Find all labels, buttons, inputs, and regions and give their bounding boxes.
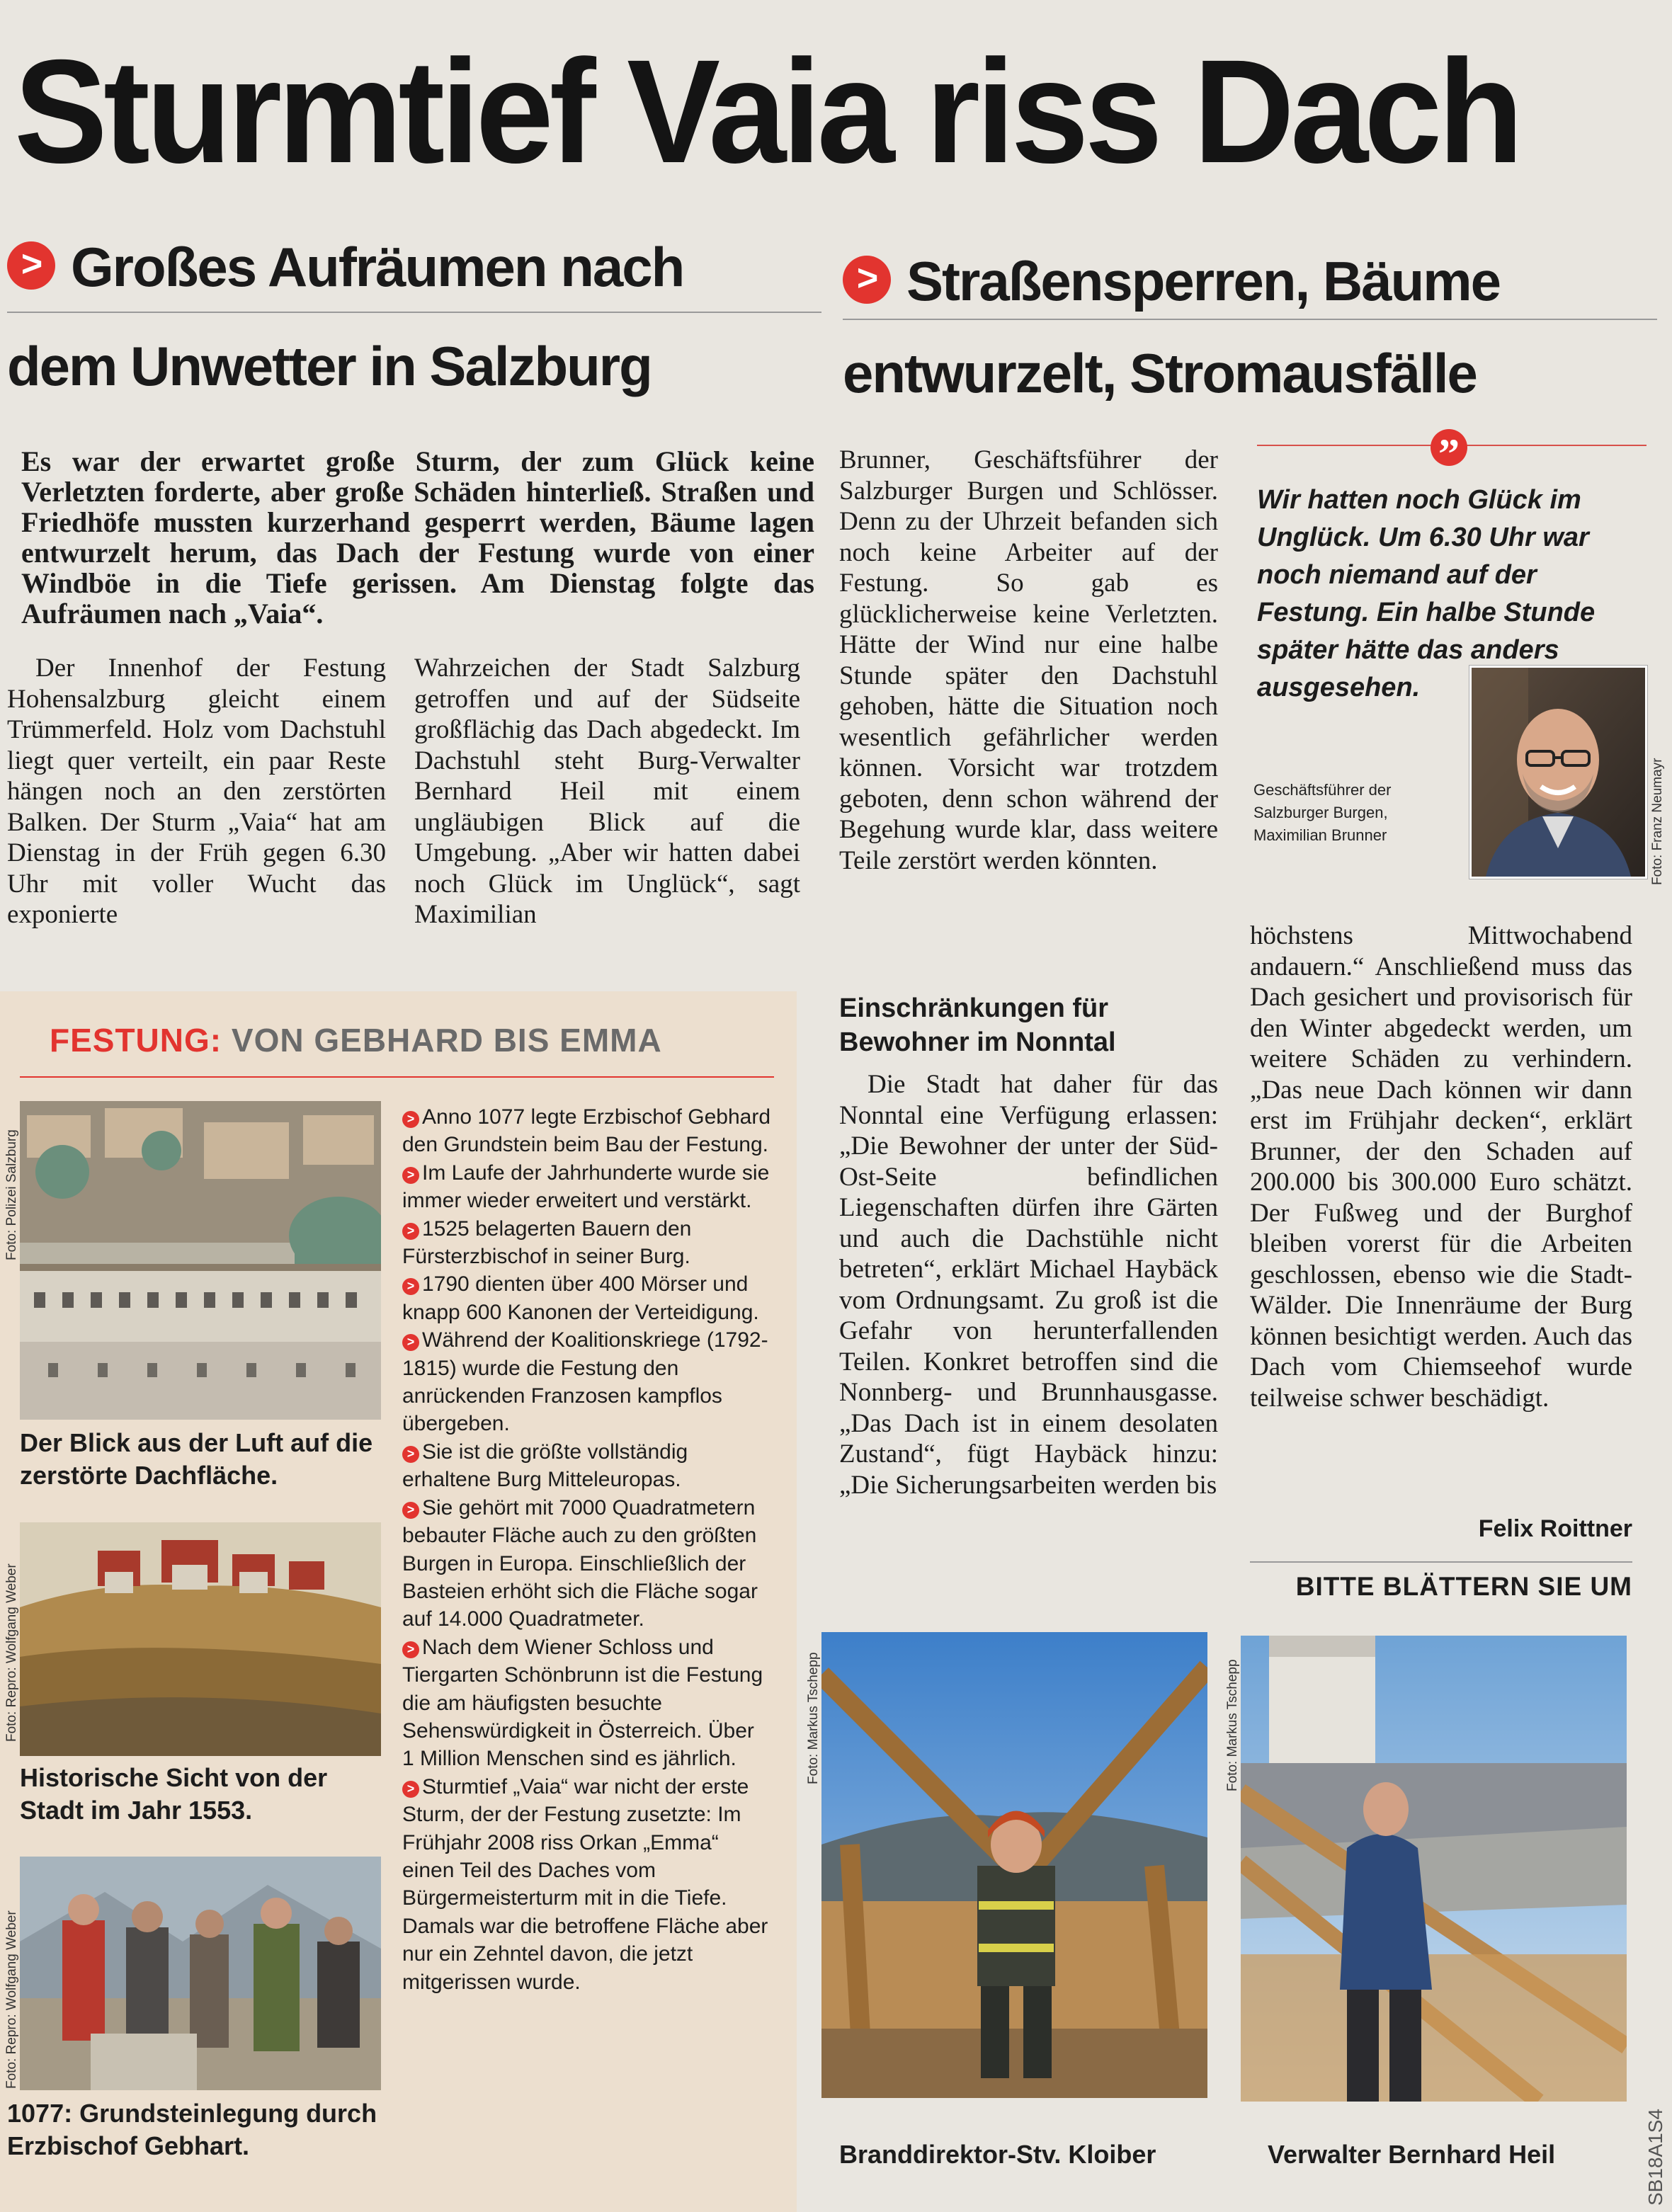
arrow-icon: >: [402, 1641, 419, 1658]
headline: Sturmtief Vaia riss Dach: [14, 30, 1520, 194]
sidebar-rule: [20, 1076, 774, 1078]
list-item: > 1525 belagerten Bauern den Fürsterzbischof in seiner Burg.: [402, 1216, 692, 1269]
article-column-2: Wahrzeichen der Stadt Salzburg getroffen und auf der Südseite großflächig das Dach abgedeckt. Im Dachstuhl steht Burg-Verwalter Bernhard Heil mit einem ungläubigen Blick auf die Umgebung. „Aber wir hatten dabei noch Glück im Unglück“, sagt Maximilian: [414, 654, 800, 929]
administrator-photo: [1241, 1636, 1627, 2102]
subhead-left-line1: > Großes Aufräumen nach: [7, 225, 683, 309]
list-item: > Sturmtief „Vaia“ war nicht der erste Sturm, der der Festung zusetzte: Im Frühjahr 2008 riss Orkan „Emma“ einen Teil des Daches vom Bürgermeisterturm mit in die Tiefe. Damals war die betroffene Fläche aber nur ein Zehntel davon, die jetzt mitgerissen wurde.: [402, 1774, 768, 1994]
photo-credit: Foto: Markus Tschepp: [806, 1652, 821, 1784]
pull-quote: Wir hatten noch Glück im Unglück. Um 6.30 Uhr war noch niemand auf der Festung. Ein halbe Stunde später hätte das anders ausgesehen.: [1257, 485, 1596, 702]
divider: [7, 312, 821, 313]
arrow-icon: >: [402, 1167, 419, 1184]
photo-caption: Der Blick aus der Luft auf die zerstörte Dachfläche.: [20, 1428, 373, 1490]
lead-paragraph: Es war der erwartet große Sturm, der zum Glück keine Verletzten forderte, aber große Schäden hinterließ. Straßen und Friedhöfe mussten kurzerhand gesperrt werden, Bäume lagen entwurzelt herum, das Dach der Festung wurde von einer Windböe in die Tiefe gerissen. Am Dienstag folgte das Aufräumen nach „Vaia“.: [21, 445, 814, 629]
list-item: > 1790 dienten über 400 Mörser und knapp 600 Kanonen der Verteidigung.: [402, 1272, 759, 1324]
arrow-icon: >: [402, 1446, 419, 1463]
continue-note: BITTE BLÄTTERN SIE UM: [1295, 1572, 1632, 1601]
subhead-right-line1: > Straßensperren, Bäume: [843, 239, 1500, 323]
photo-credit: Foto: Polizei Salzburg: [4, 1129, 19, 1260]
arrow-icon: >: [402, 1278, 419, 1295]
list-item: > Sie ist die größte vollständig erhaltene Burg Mitteleuropas.: [402, 1439, 688, 1492]
arrow-icon: >: [402, 1502, 419, 1519]
subhead-left-line2: dem Unwetter in Salzburg: [7, 335, 652, 397]
portrait-photo: [1469, 666, 1647, 879]
photo-credit: Foto: Franz Neumayr: [1650, 758, 1665, 885]
photo-caption: Branddirektor-Stv. Kloiber: [839, 2140, 1156, 2169]
list-item: > Nach dem Wiener Schloss und Tiergarten Schönbrunn ist die Festung die am häufigsten besuchte Sehenswürdigkeit in Österreich. Über 1 Million Menschen sind es jährlich.: [402, 1635, 763, 1771]
divider: [1250, 1561, 1632, 1563]
arrow-icon: >: [402, 1223, 419, 1240]
painting-photo: [20, 1857, 381, 2090]
list-item: > Sie gehört mit 7000 Quadratmetern bebauter Fläche auch zu den größten Burgen in Europa. Einschließlich der Basteien erhöht sich die Fläche sogar auf 14.000 Quadratmeter.: [402, 1495, 758, 1631]
photo-credit: Foto: Repro: Wolfgang Weber: [4, 1563, 19, 1742]
sidebar-title: FESTUNG: VON GEBHARD BIS EMMA: [50, 1022, 662, 1059]
sidebar-facts: [402, 1103, 770, 1996]
quote-mark-icon: ”: [1431, 429, 1467, 466]
firefighter-photo: [821, 1632, 1207, 2098]
list-item: > Im Laufe der Jahrhunderte wurde sie immer wieder erweitert und verstärkt.: [402, 1161, 770, 1213]
aerial-photo: [20, 1101, 381, 1420]
article-column-3: Brunner, Geschäftsführer der Salzburger Burgen und Schlösser. Denn zu der Uhrzeit befanden sich noch keine Arbeiter auf der Festung. So gab es glücklicherweise keine Verletzten. Hätte der Wind nur eine halbe Stunde später den Dachstuhl gehoben, hätte die Situation noch wesentlich gefährlicher werden können. Vorsicht war trotzdem geboten, denn schon während der Begehung wurde klar, dass weitere Teile zerstört werden könnten.: [839, 445, 1218, 875]
arrow-icon: >: [402, 1334, 419, 1351]
page-code: SB18A1S4: [1644, 2109, 1666, 2206]
arrow-icon: >: [843, 256, 891, 304]
list-item: > Während der Koalitionskriege (1792-1815) wurde die Festung den anrückenden Franzosen kampflos übergeben.: [402, 1328, 768, 1436]
arrow-icon: >: [402, 1781, 419, 1798]
photo-caption: Historische Sicht von der Stadt im Jahr 1553.: [20, 1763, 328, 1825]
arrow-icon: >: [7, 241, 55, 290]
subhead-right-line2: entwurzelt, Stromausfälle: [843, 342, 1477, 404]
divider: [843, 319, 1657, 320]
article-column-3b: Die Stadt hat daher für das Nonntal eine Verfügung erlassen: „Die Bewohner der unter der Süd-Ost-Seite befindlichen Liegenschaften dürfen ihre Gärten und auch die Dachstühle nicht betreten“, erklärt Michael Haybäck vom Ordnungsamt. Zu groß ist die Gefahr von herunterfallenden Teilen. Konkret betroffen sind die Nonnberg- und Brunnhausgasse. „Das Dach ist in einem desolaten Zustand“, fügt Haybäck hinzu: „Die Sicherungsarbeiten werden bis: [839, 1070, 1218, 1500]
photo-credit: Foto: Repro: Wolfgang Weber: [4, 1910, 19, 2089]
photo-credit: Foto: Markus Tschepp: [1225, 1659, 1240, 1791]
list-item: > Anno 1077 legte Erzbischof Gebhard den Grundstein beim Bau der Festung.: [402, 1105, 770, 1157]
quote-caption: Geschäftsführer der Salzburger Burgen, Maximilian Brunner: [1253, 781, 1392, 844]
article-subhead: Einschränkungen für Bewohner im Nonntal: [839, 993, 1116, 1057]
article-column-4: höchstens Mittwochabend andauern.“ Anschließend muss das Dach gesichert und provisorisch für den Winter abgedeckt werden, um weitere Schäden zu verhindern. „Das neue Dach können wir dann erst im Frühjahr decken“, erklärt Brunner, der den Schaden auf 200.000 bis 300.000 Euro schätzt. Der Fußweg und der Burghof bleiben vorerst für die Arbeiten geschlossen, ebenso wie die Stadt-Wälder. Die Innenräume der Burg können besichtigt werden. Auch das Dach vom Chiemseehof wurde teilweise schwer beschädigt.: [1250, 921, 1632, 1413]
photo-caption: Verwalter Bernhard Heil: [1268, 2140, 1556, 2169]
author-byline: Felix Roittner: [1478, 1515, 1632, 1542]
arrow-icon: >: [402, 1111, 419, 1128]
historic-photo: [20, 1522, 381, 1756]
article-column-1: Der Innenhof der Festung Hohensalzburg gleicht einem Trümmerfeld. Holz vom Dachstuhl liegt quer verteilt, ein paar Reste hängen noch an den zerstörten Balken. Der Sturm „Vaia“ hat am Dienstag in der Früh gegen 6.30 Uhr mit voller Wucht das exponierte: [7, 654, 386, 929]
photo-caption: 1077: Grundsteinlegung durch Erzbischof Gebhart.: [7, 2099, 377, 2160]
